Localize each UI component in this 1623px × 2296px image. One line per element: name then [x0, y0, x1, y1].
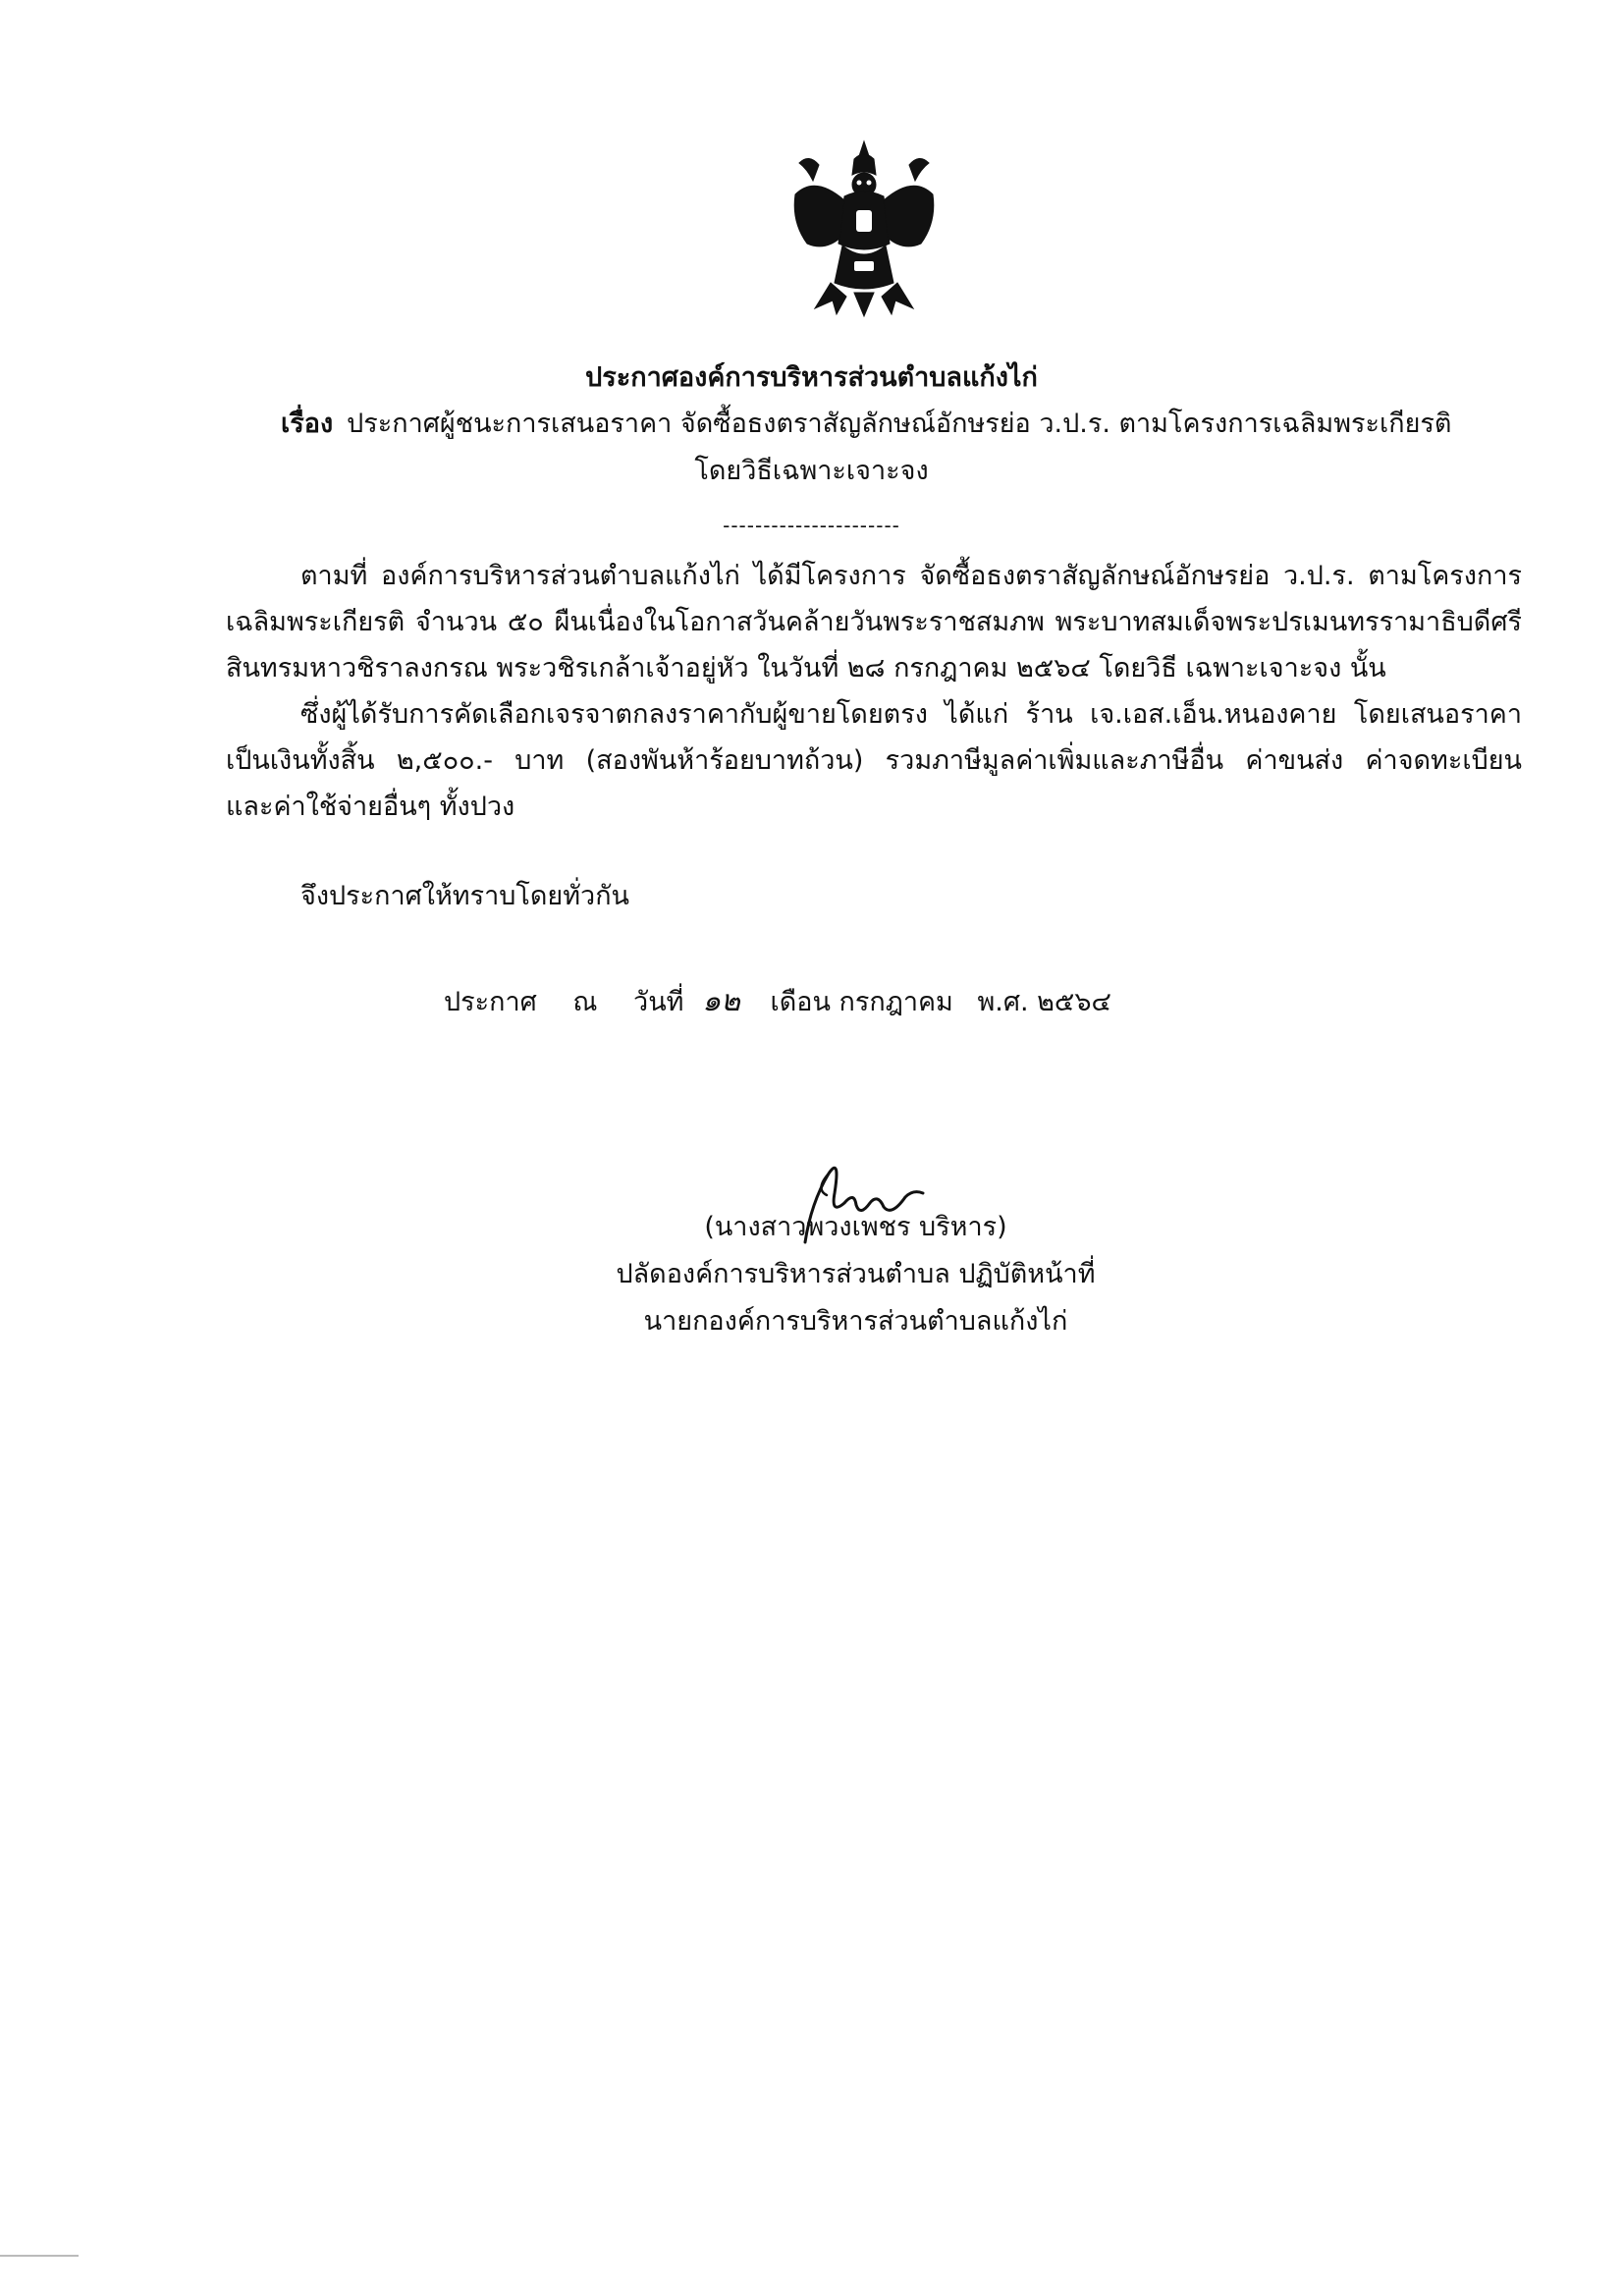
date-month: เดือน กรกฎาคม: [770, 987, 953, 1017]
document-title: ประกาศองค์การบริหารส่วนตำบลแก้งไก่: [585, 362, 1038, 393]
subject-line: [281, 405, 1451, 444]
paragraph-1-line-3: สินทรมหาวชิราลงกรณ พระวชิรเกล้าเจ้าอยู่หัว ในวันที่ ๒๘ กรกฎาคม ๒๕๖๔ โดยวิธี เฉพาะเจาะจง นั้น: [226, 653, 1386, 683]
closing-statement: จึงประกาศให้ทราบโดยทั่วกัน: [300, 881, 629, 911]
divider-rule: ----------------------: [723, 514, 900, 537]
paragraph-2-line-1: ซึ่งผู้ได้รับการคัดเลือกเจรจาตกลงราคากับผู้ขายโดยตรง ได้แก่ ร้าน เจ.เอส.เอ็น.หนองคาย โดยเสนอราคา: [300, 699, 1522, 730]
date-label: ประกาศ: [444, 987, 537, 1017]
paragraph-2-line-2: เป็นเงินทั้งสิ้น ๒,๕๐๐.- บาท (สองพันห้าร้อยบาทถ้วน) รวมภาษีมูลค่าเพิ่มและภาษีอื่น ค่าขนส่ง ค่าจดทะเบียน: [226, 745, 1522, 776]
date-day: ๑๒: [702, 984, 740, 1018]
announcement-date: [444, 982, 1139, 1022]
scan-edge-line: [0, 2255, 79, 2257]
signer-position: ปลัดองค์การบริหารส่วนตำบล ปฏิบัติหน้าที่: [616, 1259, 1096, 1289]
date-year: พ.ศ. ๒๕๖๔: [977, 987, 1111, 1017]
date-at: ณ: [572, 987, 598, 1017]
paragraph-1-line-2: เฉลิมพระเกียรติ จำนวน ๕๐ ผืนเนื่องในโอกาสวันคล้ายวันพระราชสมภพ พระบาทสมเด็จพระปรเมนทรรามาธิบดีศรี: [226, 607, 1522, 637]
subject-label: เรื่อง: [281, 409, 334, 439]
signer-acting-position: นายกองค์การบริหารส่วนตำบลแก้งไก่: [643, 1306, 1068, 1337]
date-day-label: วันที่: [633, 987, 684, 1017]
subject-text: ประกาศผู้ชนะการเสนอราคา จัดซื้อธงตราสัญลักษณ์อักษรย่อ ว.ป.ร. ตามโครงการเฉลิมพระเกียรติ: [347, 409, 1452, 439]
paragraph-1-line-1: ตามที่ องค์การบริหารส่วนตำบลแก้งไก่ ได้มีโครงการ จัดซื้อธงตราสัญลักษณ์อักษรย่อ ว.ป.ร. ตามโครงการ: [300, 561, 1522, 591]
garuda-emblem-icon: [785, 136, 943, 322]
signer-name: (นางสาวพวงเพชร บริหาร): [704, 1212, 1007, 1242]
paragraph-2-line-3: และค่าใช้จ่ายอื่นๆ ทั้งปวง: [226, 792, 515, 822]
subject-line-continued: โดยวิธีเฉพาะเจาะจง: [694, 456, 929, 486]
